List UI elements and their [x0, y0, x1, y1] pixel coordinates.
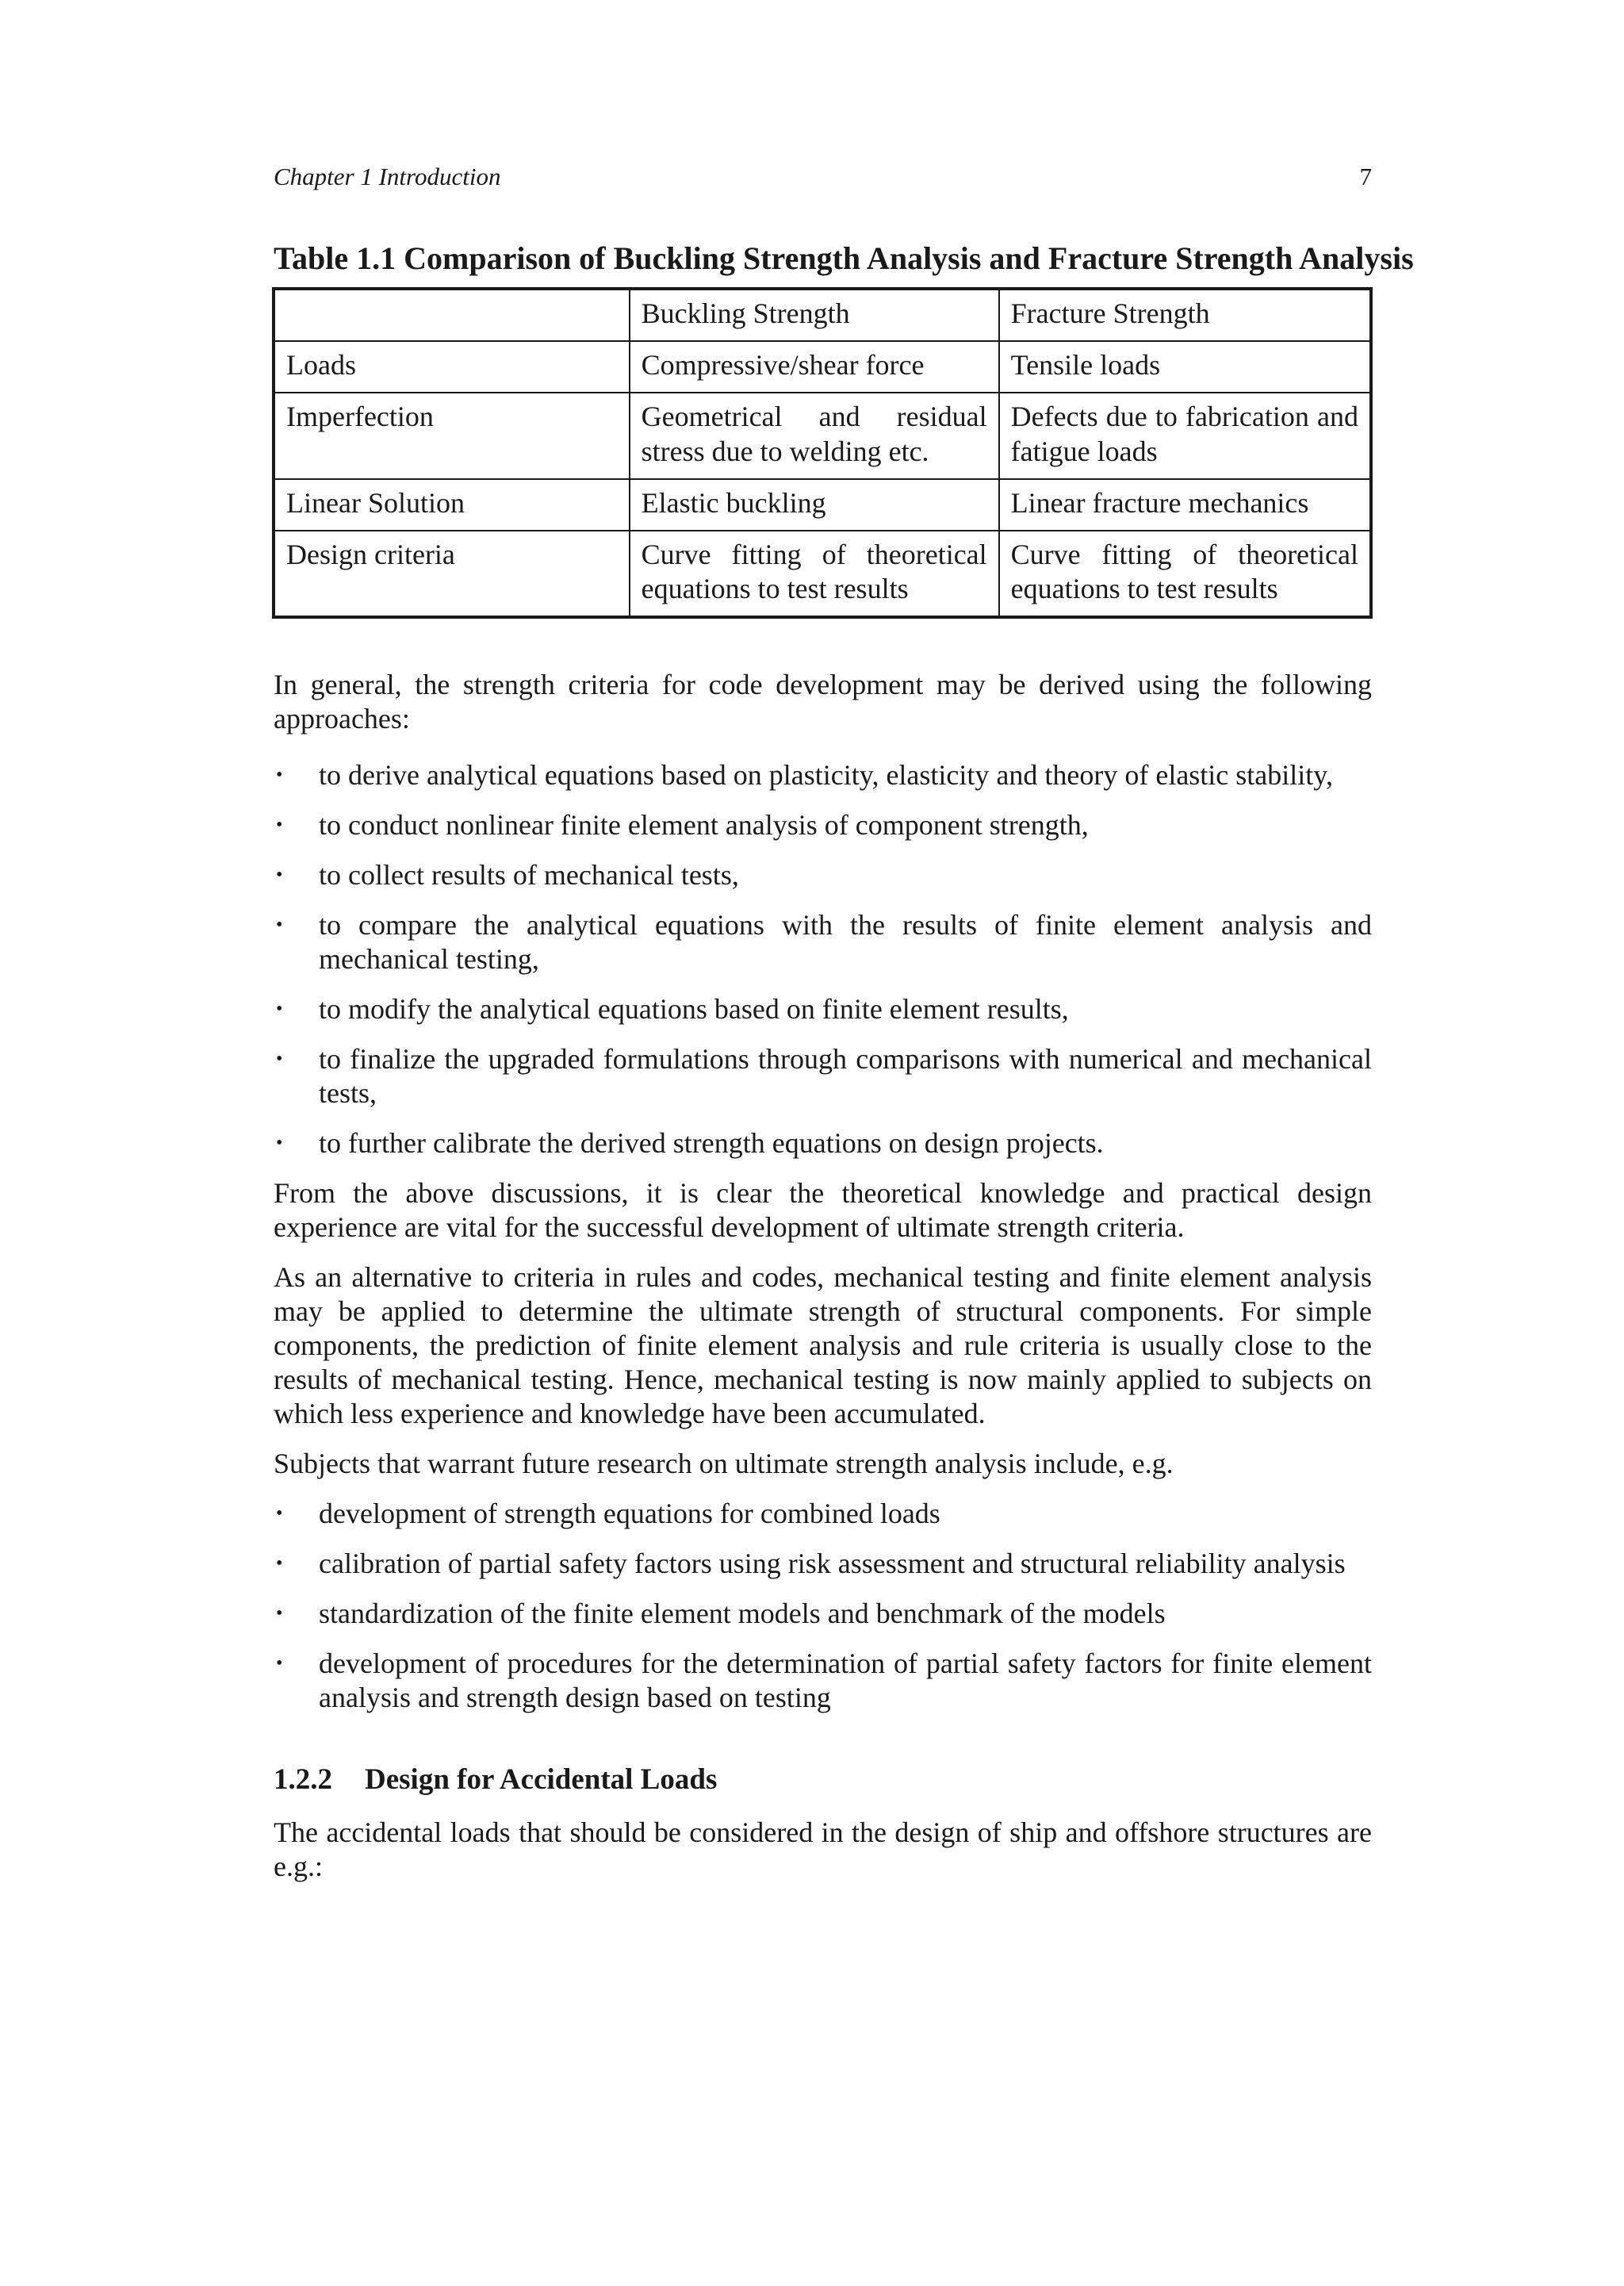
list-item-text: development of procedures for the determination of partial safety factors for finite element analysis and strength design based on testing [319, 1647, 1372, 1713]
list-item [274, 1547, 1372, 1581]
intro-paragraph: In general, the strength criteria for code development may be derived using the following approaches: [274, 669, 1372, 735]
section-number: 1.2.2 [274, 1763, 332, 1796]
table-cell: Curve fitting of theoretical equations to test results [999, 531, 1371, 617]
table-cell: Design criteria [274, 531, 630, 617]
table-row [274, 393, 1371, 478]
approaches-list [274, 758, 1372, 1160]
table-row [274, 531, 1371, 617]
table-cell: Elastic buckling [630, 479, 999, 531]
list-item [274, 992, 1372, 1026]
list-item-text: calibration of partial safety factors using risk assessment and structural reliability analysis [319, 1548, 1346, 1579]
comparison-table [272, 287, 1373, 619]
bullet-icon: • [276, 1503, 283, 1524]
list-item-text: to collect results of mechanical tests, [319, 859, 739, 891]
table-header-cell: Buckling Strength [630, 289, 999, 341]
table-cell: Defects due to fabrication and fatigue loads [999, 393, 1371, 478]
list-item-text: to derive analytical equations based on plasticity, elasticity and theory of elastic stability, [319, 759, 1333, 791]
list-item-text: development of strength equations for combined loads [319, 1498, 940, 1529]
list-item-text: to further calibrate the derived strength equations on design projects. [319, 1127, 1104, 1159]
table-cell: Loads [274, 341, 630, 393]
subjects-list [274, 1497, 1372, 1715]
table-caption: Table 1.1 Comparison of Buckling Strength Analysis and Fracture Strength Analysis [274, 240, 1414, 276]
table-row [274, 479, 1371, 531]
section-heading [274, 1762, 1372, 1797]
list-item [274, 808, 1372, 842]
bullet-icon: • [276, 1653, 283, 1674]
page-header [274, 163, 1372, 191]
list-item-text: to modify the analytical equations based on finite element results, [319, 993, 1069, 1025]
paragraph: As an alternative to criteria in rules and codes, mechanical testing and finite element analysis may be applied to determine the ultimate strength of structural components. For simple components, the prediction of finite element analysis and rule criteria is usually close to the results of mechanical testing. Hence, mechanical testing is now mainly applied to subjects on which less experience and knowledge have been accumulated. [274, 1261, 1372, 1429]
table-cell: Linear fracture mechanics [999, 479, 1371, 531]
table-cell: Linear Solution [274, 479, 630, 531]
list-item [274, 1126, 1372, 1160]
table-header-cell [274, 289, 630, 341]
table-cell: Geometrical and residual stress due to welding etc. [630, 393, 999, 478]
list-item [274, 1497, 1372, 1531]
list-item [274, 758, 1372, 792]
paragraph: The accidental loads that should be considered in the design of ship and offshore structures are e.g.: [274, 1816, 1372, 1882]
list-item-text: to compare the analytical equations with the results of finite element analysis and mechanical testing, [319, 909, 1372, 975]
page-number: 7 [1359, 163, 1372, 190]
list-item [274, 908, 1372, 976]
paragraph: Subjects that warrant future research on ultimate strength analysis include, e.g. [274, 1448, 1174, 1479]
list-item-text: standardization of the finite element models and benchmark of the models [319, 1598, 1166, 1629]
table-header-cell: Fracture Strength [999, 289, 1371, 341]
paragraph: From the above discussions, it is clear the theoretical knowledge and practical design experience are vital for the successful development of ultimate strength criteria. [274, 1177, 1372, 1243]
bullet-icon: • [276, 1603, 283, 1624]
section-title: Design for Accidental Loads [365, 1763, 718, 1796]
bullet-icon: • [276, 1553, 283, 1574]
bullet-icon: • [276, 1049, 283, 1069]
list-item [274, 1647, 1372, 1715]
bullet-icon: • [276, 999, 283, 1019]
bullet-icon: • [276, 765, 283, 785]
running-head: Chapter 1 Introduction [274, 163, 501, 190]
list-item-text: to conduct nonlinear finite element analysis of component strength, [319, 809, 1089, 841]
body-text [274, 668, 1372, 1900]
table-cell: Imperfection [274, 393, 630, 478]
list-item-text: to finalize the upgraded formulations through comparisons with numerical and mechanical tests, [319, 1043, 1372, 1109]
bullet-icon: • [276, 1133, 283, 1153]
bullet-icon: • [276, 865, 283, 885]
list-item [274, 1042, 1372, 1110]
bullet-icon: • [276, 915, 283, 935]
table-cell: Tensile loads [999, 341, 1371, 393]
table-header-row [274, 289, 1371, 341]
list-item [274, 1597, 1372, 1631]
table-cell: Compressive/shear force [630, 341, 999, 393]
table-cell: Curve fitting of theoretical equations to test results [630, 531, 999, 617]
table-row [274, 341, 1371, 393]
bullet-icon: • [276, 815, 283, 835]
list-item [274, 858, 1372, 892]
